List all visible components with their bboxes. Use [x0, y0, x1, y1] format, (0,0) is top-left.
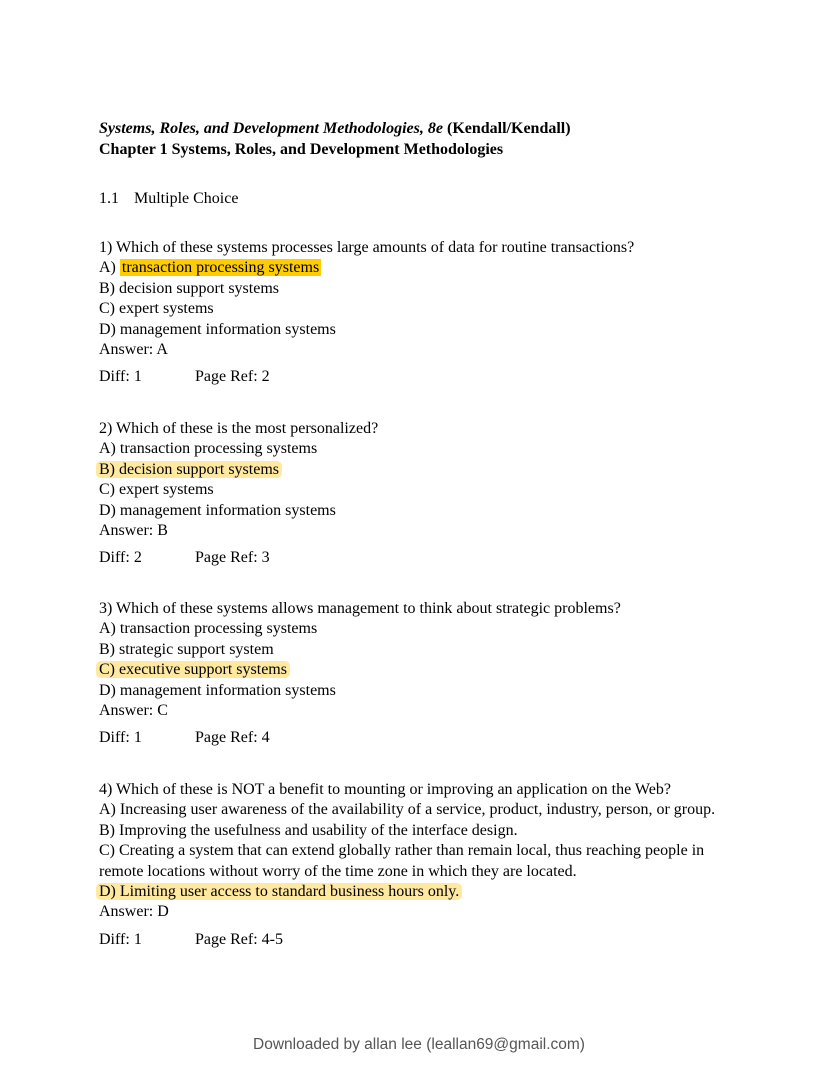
question-meta: [99, 930, 749, 950]
option-b: B) Improving the usefulness and usability of the interface design.: [99, 821, 518, 839]
option-d: D) management information systems: [99, 501, 336, 519]
download-footer: Downloaded by allan lee (leallan69@gmail.com): [253, 1036, 585, 1053]
option-c: C) Creating a system that can extend globally rather than remain local, thus reaching people in: [99, 842, 705, 860]
question-meta: [99, 728, 749, 748]
option-d: D) management information systems: [99, 320, 336, 338]
chapter-title: Chapter 1 Systems, Roles, and Development Methodologies: [99, 140, 504, 158]
option-d: [99, 882, 749, 902]
page-ref: Page Ref: 4-5: [195, 930, 283, 948]
question-meta: [99, 548, 749, 568]
answer-highlight: B) decision support systems: [96, 461, 282, 478]
option-a: A) Increasing user awareness of the availability of a service, product, industry, person, or group.: [99, 801, 716, 819]
option-c: C) expert systems: [99, 481, 214, 499]
difficulty: Diff: 1: [99, 729, 142, 747]
question-4: [99, 780, 749, 950]
answer: Answer: B: [99, 522, 168, 540]
option-a: A) transaction processing systems: [99, 440, 318, 458]
difficulty: Diff: 2: [99, 549, 142, 567]
page-ref: Page Ref: 3: [195, 549, 270, 567]
book-authors: (Kendall/Kendall): [442, 120, 571, 137]
section-title: Multiple Choice: [134, 190, 239, 207]
book-title: Systems, Roles, and Development Methodologies, 8e: [99, 120, 443, 137]
book-title-line: [99, 119, 571, 140]
option-c: C) expert systems: [99, 300, 214, 318]
section-number: 1.1: [99, 190, 119, 207]
difficulty: Diff: 1: [99, 930, 142, 948]
answer-highlight: D) Limiting user access to standard business hours only.: [96, 883, 462, 900]
option-b: [99, 460, 749, 480]
section-heading: [99, 189, 238, 209]
option-c-continued: remote locations without worry of the time zone in which they are located.: [99, 862, 577, 880]
difficulty: Diff: 1: [99, 368, 142, 386]
answer-highlight: C) executive support systems: [96, 661, 290, 678]
question-3: [99, 599, 749, 749]
page-ref: Page Ref: 2: [195, 368, 270, 386]
option-a: A) transaction processing systems: [99, 620, 318, 638]
question-text: 1) Which of these systems processes large amounts of data for routine transactions?: [99, 239, 635, 256]
option-c: [99, 660, 749, 680]
option-d: D) management information systems: [99, 681, 336, 699]
option-b: B) strategic support system: [99, 640, 274, 658]
answer: Answer: C: [99, 702, 168, 720]
answer: Answer: D: [99, 903, 169, 921]
page-ref: Page Ref: 4: [195, 729, 270, 747]
document-header: [99, 119, 571, 160]
question-text: 4) Which of these is NOT a benefit to mounting or improving an application on the Web?: [99, 781, 671, 798]
option-a: A) transaction processing systems: [99, 259, 320, 277]
answer-highlight: transaction processing systems: [121, 259, 320, 277]
option-b: B) decision support systems: [99, 279, 279, 297]
answer: Answer: A: [99, 341, 168, 359]
question-2: [99, 419, 749, 569]
question-text: 2) Which of these is the most personalized?: [99, 420, 379, 437]
question-1: [99, 238, 749, 388]
question-text: 3) Which of these systems allows management to think about strategic problems?: [99, 600, 621, 617]
question-meta: [99, 367, 749, 387]
